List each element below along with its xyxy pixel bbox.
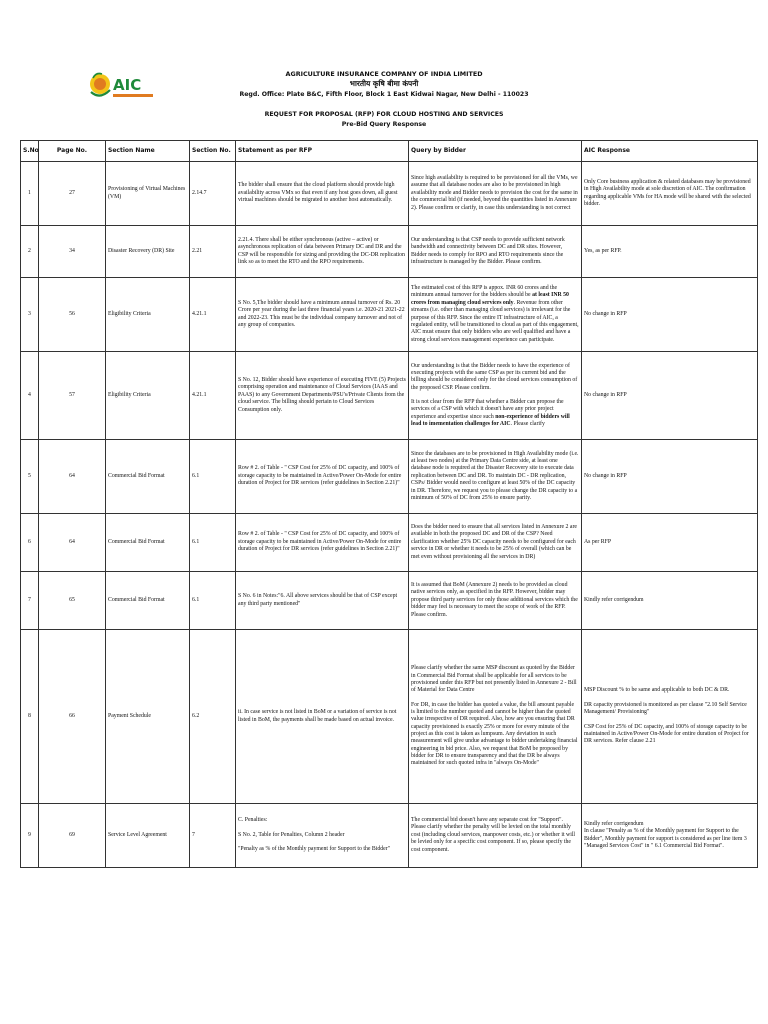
cell-page: 34 <box>39 226 106 278</box>
cell-query: Our understanding is that CSP needs to provide sufficient network bandwidth and connectivity between DC and DR sites. However, Bidder needs to comply for RPO and RTO requirements since the infrastructure is managed by the Bidder. Please confirm. <box>409 226 582 278</box>
cell-section-name: Commercial Bid Format <box>106 514 190 572</box>
cell-section-no: 7 <box>190 804 236 868</box>
cell-sno: 3 <box>21 278 39 352</box>
column-header: Statement as per RFP <box>236 141 409 162</box>
table-header-row <box>21 141 758 162</box>
table-row <box>21 440 758 514</box>
cell-statement: Row # 2. of Table - " CSP Cost for 25% of DC capacity, and 100% of storage capacity to be maintained in Active/Power On-Mode for entire duration of Project for DR services (refer guidelines in Section 2.21)" <box>236 440 409 514</box>
company-name: AGRICULTURE INSURANCE COMPANY OF INDIA LIMITED <box>285 70 483 78</box>
cell-section-no: 4.21.1 <box>190 352 236 440</box>
column-header: Query by Bidder <box>409 141 582 162</box>
response-paragraph: MSP Discount % to be same and applicable to both DC & DR. <box>584 687 730 694</box>
cell-page: 56 <box>39 278 106 352</box>
query-text: The estimated cost of this RFP is appox. INR 60 crores and the minimum annual turnover for the bidders should be <box>411 285 558 299</box>
cell-statement: Row # 2. of Table - " CSP Cost for 25% of DC capacity, and 100% of storage capacity to be maintained in Active/Power On-Mode for entire duration of Project for DR services (refer guidelines in Section 2.21)" <box>236 514 409 572</box>
table-row <box>21 162 758 226</box>
query-paragraph: For DR, in case the bidder has quoted a value, the bill amount payable is limited to the number quoted and cannot be higher than the quoted value irrespective of DR required. Also, how are you ensuring that DR capacity provisioned is exactly 25% or more for every minute of the project as this cost is taken as lumpsum. Any deviation in such measurement will give undue advantage to bidder undertaking financial engineering in bid price. Also, we request that BoM be proposed by bidder for DR to ensure transparency and that the DR be always maintained for such quoted infra in "always On-Mode" <box>411 701 578 767</box>
cell-sno: 4 <box>21 352 39 440</box>
column-header: AIC Response <box>582 141 758 162</box>
cell-section-name: Payment Schedule <box>106 630 190 804</box>
cell-query <box>409 352 582 440</box>
cell-response <box>582 630 758 804</box>
cell-page: 65 <box>39 572 106 630</box>
query-text: . Revenue from other streams (i.e. other than managing cloud services) is irrelevant for the purpose of this RFP. Since the entire IT infrastructure of AIC, a regulated entity, will be transitioned to cloud as part of this engagement, AIC must ensure that only bidders who are well qualified and have a strong cloud services management experience can participate. <box>411 299 579 343</box>
cell-query: Since high availability is required to be provisioned for all the VMs, we assume that all database nodes are also to be provisioned in high availability mode and Bidder needs to provision the cost for the same in the commercial bid (if needed, beyond the quantities listed in Annexure 2). Please confirm or clarify, in case this understanding is not correct <box>409 162 582 226</box>
cell-response: Yes, as per RFP. <box>582 226 758 278</box>
cell-query: The commercial bid doesn't have any separate cost for "Support". Please clarify whether the penalty will be levied on the total monthly cost (including cloud services, manpower costs, etc.) or whether it will be levied only for a specific cost component. If so, please specify the cost component. <box>409 804 582 868</box>
cell-section-no: 2.21 <box>190 226 236 278</box>
statement-paragraph: C. Penalties: <box>238 817 268 824</box>
query-response-table <box>20 140 758 868</box>
cell-query: Since the databases are to be provisioned in High Availability mode (i.e. at least two nodes) at the Primary Data Centre side, at least one database node is required at the Disaster Recovery site to execute data replication between DC and DR. To maintain DC - DR replication, CSPs/ Bidder would need to configure at least 50% of the DC capacity in DR. Therefore, we request you to please change the DR capacity to a minimum of 50% of DC from 25% to ensure parity. <box>409 440 582 514</box>
cell-section-name: Commercial Bid Format <box>106 440 190 514</box>
logo-text: AIC <box>113 76 142 94</box>
cell-sno: 7 <box>21 572 39 630</box>
cell-section-name: Eligibility Criteria <box>106 278 190 352</box>
cell-response: No change in RFP <box>582 440 758 514</box>
column-header: S.No <box>21 141 39 162</box>
cell-response: No change in RFP <box>582 278 758 352</box>
response-paragraph: CSP Cost for 25% of DC capacity, and 100% of storage capacity to be maintained in Active/Power On-Mode for entire duration of Project for DR services. Refer clause 2.21 <box>584 723 749 745</box>
query-text: It is not clear from the RFP that whether a Bidder can propose the services of a CSP with which it doesn't have any prior project experience and expertise since such <box>411 399 564 420</box>
cell-section-no: 6.1 <box>190 440 236 514</box>
cell-page: 69 <box>39 804 106 868</box>
cell-page: 64 <box>39 514 106 572</box>
cell-sno: 5 <box>21 440 39 514</box>
cell-statement: S No. 6 in Notes:"6. All above services should be that of CSP except any third party mentioned" <box>236 572 409 630</box>
cell-page: 66 <box>39 630 106 804</box>
cell-section-name: Provisioning of Virtual Machines (VM) <box>106 162 190 226</box>
cell-statement: 2.21.4. There shall be either synchronous (active – active) or asynchronous replication of data between Primary DC and DR and the CSP will be responsible for sizing and providing the DC-DR replication link so as to meet the RTO and the RPO requirements. <box>236 226 409 278</box>
cell-statement: The bidder shall ensure that the cloud platform should provide high availability across VMx so that even if any host goes down, all guest virtual machines should be migrated to another host automatically. <box>236 162 409 226</box>
cell-response: Only Core business application & related databases may be provisioned in High Availability mode at sole discretion of AIC. The confirmation regarding applicable VMs for HA mode will be shared with the selected bidder. <box>582 162 758 226</box>
table-row <box>21 226 758 278</box>
document-subtitle: Pre-Bid Query Response <box>341 121 427 128</box>
cell-section-name: Service Level Agreement <box>106 804 190 868</box>
cell-query: It is assumed that BoM (Annexure 2) needs to be provided as cloud native services only, as specified in the RFP. However, bidder may propose third party services for only those additional services which the bidder may feel is necessary to meet the scope of work of the RFP. Please confirm. <box>409 572 582 630</box>
cell-section-name: Disaster Recovery (DR) Site <box>106 226 190 278</box>
cell-query <box>409 278 582 352</box>
cell-query: Does the bidder need to ensure that all services listed in Annexure 2 are available in both the proposed DC and DR of the CSP? Need clarification whether 25% DC capacity needs to be configured for each service in DR or whether it needs to be 25% of overall (which can be met even without provisioning all the services in DR) <box>409 514 582 572</box>
query-text: . Please clarify <box>510 421 545 428</box>
cell-query <box>409 630 582 804</box>
table-row <box>21 278 758 352</box>
rfp-title: REQUEST FOR PROPOSAL (RFP) FOR CLOUD HOSTING AND SERVICES <box>264 111 504 118</box>
table-row <box>21 630 758 804</box>
cell-response: No change in RFP <box>582 352 758 440</box>
cell-page: 64 <box>39 440 106 514</box>
query-emphasis: non-experience of bidders will lead to imementation challenges for AIC <box>411 413 570 428</box>
cell-page: 57 <box>39 352 106 440</box>
cell-sno: 2 <box>21 226 39 278</box>
cell-statement: ii. In case service is not listed in BoM or a variation of service is not listed in BoM, the payments shall be made based on actual invoice. <box>236 630 409 804</box>
cell-statement <box>236 804 409 868</box>
column-header: Page No. <box>39 141 106 162</box>
cell-section-no: 6.1 <box>190 514 236 572</box>
cell-sno: 1 <box>21 162 39 226</box>
cell-page: 27 <box>39 162 106 226</box>
table-row <box>21 572 758 630</box>
cell-section-no: 2.14.7 <box>190 162 236 226</box>
column-header: Section Name <box>106 141 190 162</box>
table-row <box>21 352 758 440</box>
cell-statement: S No. 5,The bidder should have a minimum annual turnover of Rs. 20 Crore per year during the last three financial years i.e. 2020-21 2021-22 and 2022-23. This must be the individual company turnover and not of any group of companies. <box>236 278 409 352</box>
query-paragraph <box>411 399 579 428</box>
query-paragraph: Our understanding is that the Bidder needs to have the experience of executing projects with the same CSP as per its current bid and the billing should be considered only for the cloud services consumption of the proposed CSP. Please confirm. <box>411 362 578 391</box>
cell-statement: S No. 12, Bidder should have experience of executing FIVE (5) Projects comprising operation and maintenance of Cloud Services (IAAS and PAAS) to any Government Departments/PSU's/Private Clients from the cloud service. The billing should pertain to Cloud Services Consumption only. <box>236 352 409 440</box>
statement-paragraph: S No. 2, Table for Penalties, Column 2 header <box>238 831 345 838</box>
cell-response: Kindly refer corrigendum In clause "Penalty as % of the Monthly payment for Support to the Bidder", Monthly payment for support is considered as per line item 3 "Managed Services Cost" in " 6.1 Commercial Bid Format". <box>582 804 758 868</box>
table-row <box>21 514 758 572</box>
column-header: Section No. <box>190 141 236 162</box>
cell-section-no: 4.21.1 <box>190 278 236 352</box>
table-row <box>21 804 758 868</box>
query-emphasis: at least INR 50 crores from managing cloud services only <box>411 292 569 306</box>
response-paragraph: DR capacity provisioned is monitored as per clause "2.10 Self Service Management/ Provisioning" <box>584 701 747 716</box>
cell-section-no: 6.2 <box>190 630 236 804</box>
cell-sno: 9 <box>21 804 39 868</box>
registered-office: Regd. Office: Plate B&C, Fifth Floor, Block 1 East Kidwai Nagar, New Delhi - 110023 <box>239 91 529 98</box>
cell-sno: 6 <box>21 514 39 572</box>
cell-sno: 8 <box>21 630 39 804</box>
cell-section-no: 6.1 <box>190 572 236 630</box>
cell-section-name: Commercial Bid Format <box>106 572 190 630</box>
query-paragraph: Please clarify whether the same MSP discount as quoted by the Bidder in Commercial Bid Format shall be applicable for all services to be provisioned under this RFP but not presently listed in Annexure 2 - Bill of Material for Data Centre <box>411 665 577 694</box>
cell-response: Kindly refer corrigendum <box>582 572 758 630</box>
cell-response: As per RFP <box>582 514 758 572</box>
cell-section-name: Eligibility Criteria <box>106 352 190 440</box>
statement-paragraph: "Penalty as % of the Monthly payment for Support to the Bidder" <box>238 846 391 853</box>
company-name-hindi: भारतीय कृषि बीमा कंपनी <box>349 79 419 88</box>
